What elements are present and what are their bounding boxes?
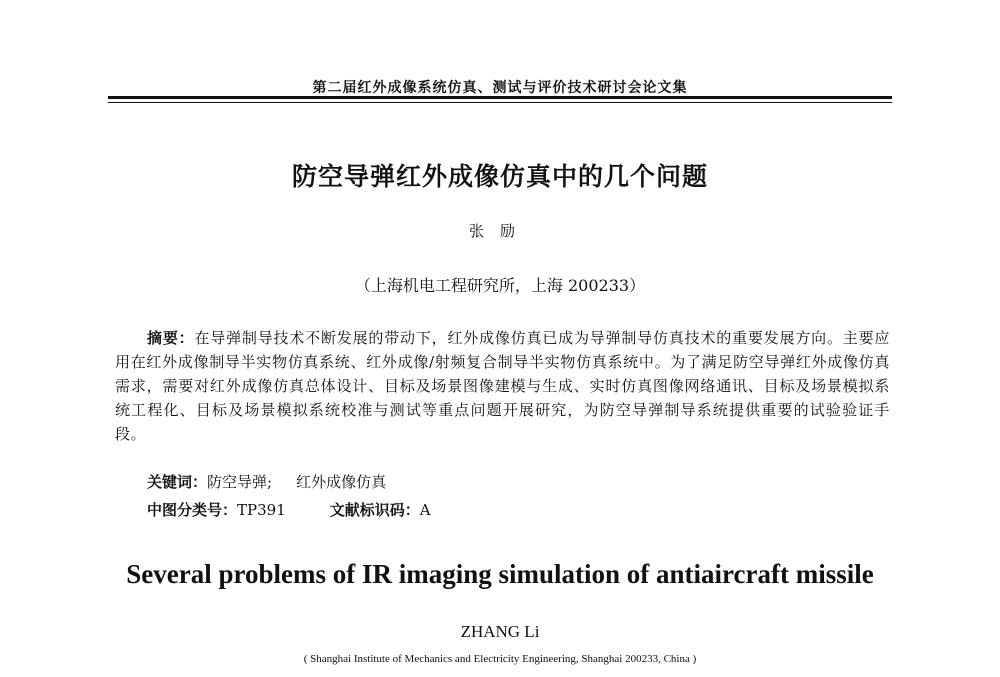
affiliation-cn: （上海机电工程研究所，上海 200233） bbox=[354, 276, 646, 295]
abstract-text: 在导弹制导技术不断发展的带动下，红外成像仿真已成为导弹制导仿真技术的重要发展方向。主要应用在红外成像制导半实物仿真系统、红外成像/射频复合制导半实物仿真系统中。为了满足防空导弹红外成像仿真需求，需要对红外成像仿真总体设计、目标及场景图像建模与生成、实时仿真图像网络通讯、目标及场景模拟系统工程化、目标及场景模拟系统校准与测试等重点问题开展研究，为防空导弹制导系统提供重要的试验验证手段。 bbox=[115, 329, 891, 443]
header-rule-thick bbox=[108, 96, 892, 99]
abstract-label: 摘要： bbox=[147, 329, 195, 347]
abstract-paragraph bbox=[115, 326, 890, 446]
author-name-cn: 张励 bbox=[468, 222, 531, 240]
keywords-line bbox=[147, 471, 386, 492]
keyword-item: 红外成像仿真 bbox=[296, 473, 387, 491]
doc-code-label: 文献标识码： bbox=[329, 501, 420, 519]
clc-label: 中图分类号： bbox=[147, 501, 238, 519]
paper-title-cn: 防空导弹红外成像仿真中的几个问题 bbox=[291, 162, 708, 191]
header-rule-thin bbox=[108, 102, 892, 103]
clc-value: TP391 bbox=[237, 501, 286, 519]
keyword-item: 防空导弹; bbox=[207, 473, 273, 491]
keywords-label: 关键词： bbox=[147, 473, 208, 491]
running-header: 第二届红外成像系统仿真、测试与评价技术研讨会论文集 bbox=[312, 80, 688, 96]
author-name-en: ZHANG Li bbox=[460, 622, 540, 641]
affiliation-en: ( Shanghai Institute of Mechanics and Electricity Engineering, Shanghai 200233, China ) bbox=[303, 653, 697, 665]
paper-title-en: Several problems of IR imaging simulation of antiaircraft missile bbox=[126, 559, 874, 589]
classification-line bbox=[147, 499, 431, 520]
doc-code-value: A bbox=[419, 501, 431, 519]
